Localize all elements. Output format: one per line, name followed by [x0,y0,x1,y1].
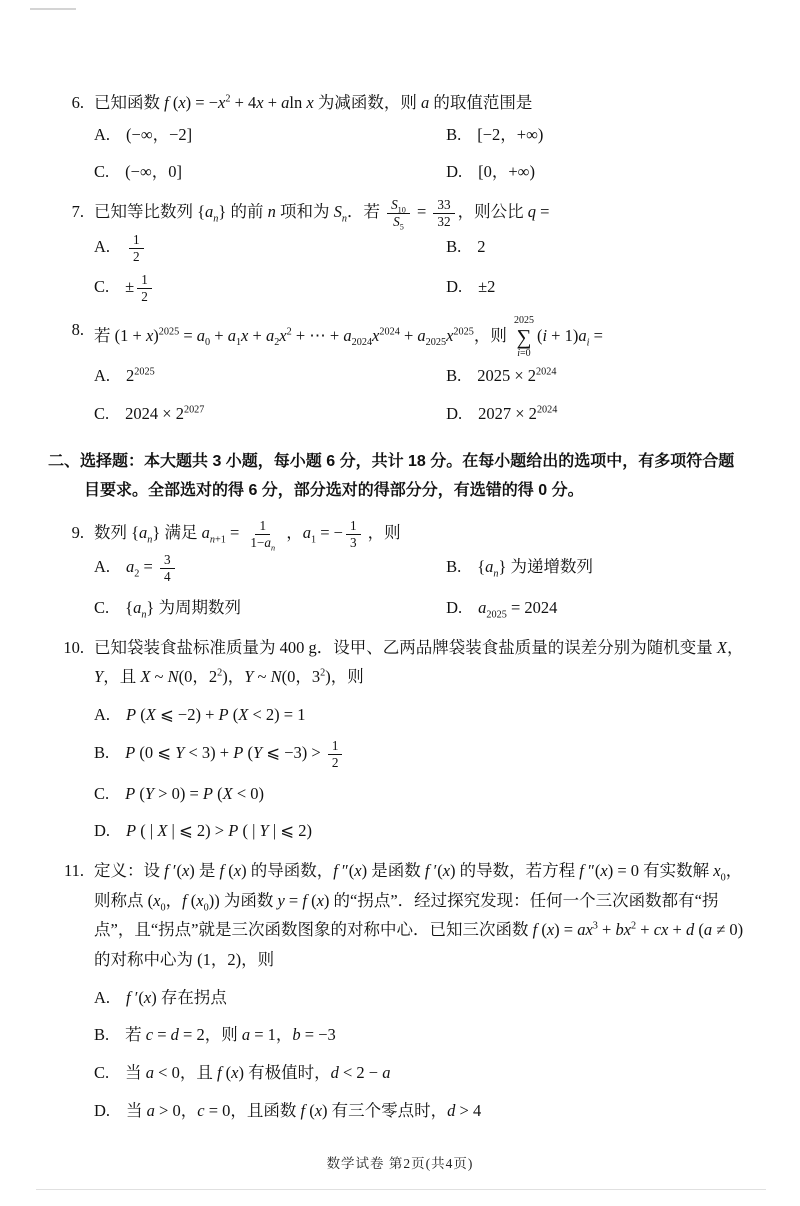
option-A [94,983,746,1013]
option-letter: A. [94,705,111,725]
question-8 [48,315,746,428]
question-number: 9. [71,522,84,542]
option-content: 当 a < 0，且 f (x) 有极值时，d < 2 − a [125,1063,391,1082]
option-letter: B. [446,236,462,256]
question-9 [48,518,746,623]
question-6-row [48,88,746,118]
option-D [94,1096,746,1126]
scan-artifact-top [30,8,76,10]
page-footer: 数学试卷 第2页(共4页) [326,1156,474,1171]
question-9-row [48,518,746,551]
question-10-options [94,700,746,846]
question-stem: 若 $(1 + x)^{2025} = a_0 + a_1x + a_2x^2$ + ⋯ + $a_{2024}x^{2024} + a_{2025}x^{2025}$，则 2025 ∑ i=0 $(i + 1)a_i$ = [94,315,603,359]
option-content: $\{a_n\}$ 为递增数列 [477,557,594,580]
option-letter: D. [446,162,463,182]
question-7-options [94,232,746,305]
option-B [446,120,746,150]
option-C [94,593,446,623]
question-10-row [48,633,746,692]
option-content: [−2，+∞) [477,124,544,144]
option-B [94,738,746,771]
option-letter: D. [446,277,463,297]
option-content: ± $\frac{1}{2}$ [125,272,446,305]
question-7-row [48,197,746,230]
option-D [446,157,746,187]
option-content: (−∞，−2] [126,124,193,144]
option-content: P (Y > 0) = P (X < 0) [125,783,265,803]
question-7 [48,197,746,305]
option-letter: B. [446,366,462,386]
option-content: 若 c = d = 2，则 a = 1，b = −3 [125,1025,336,1045]
question-6 [48,88,746,187]
option-letter: A. [94,987,111,1007]
option-content: $a_2$ = $\frac{3}{4}$ [126,552,446,585]
question-stem: 已知等比数列 $\{a_n\}$ 的前 n 项和为 $S_n$．若 $\frac{S_{10}}{S_5}$ = $\frac{33}{32}$ ，则公比 q = [94,197,550,232]
option-content: $a_{2025} = 2024$ [478,598,558,621]
question-6-options [94,120,746,187]
option-D [94,816,746,846]
question-11-row [48,856,746,975]
option-content: 2 [477,236,486,256]
option-A [94,232,446,265]
option-B [446,232,746,265]
question-9-options [94,552,746,622]
question-11 [48,856,746,1126]
question-8-options [94,361,746,428]
option-letter: B. [446,557,462,577]
option-letter: B. [446,124,462,144]
question-number: 11. [63,860,84,880]
option-C [94,157,446,187]
question-8-row [48,315,746,359]
option-letter: C. [94,162,110,182]
option-letter: A. [94,236,111,256]
option-C [94,1058,746,1088]
option-letter: C. [94,277,110,297]
option-content: 当 a > 0，c = 0，且函数 f (x) 有三个零点时，d > 4 [126,1100,482,1120]
option-content: [0，+∞) [478,162,535,182]
option-A [94,120,446,150]
option-B [94,1020,746,1050]
option-letter: C. [94,403,110,423]
question-number: 8. [71,320,84,340]
scan-artifact-bottom [36,1189,766,1190]
option-content: (−∞，0] [125,162,182,182]
option-C [94,272,446,305]
question-10 [48,633,746,846]
option-letter: A. [94,557,111,577]
option-content: $2027 \times 2^{2024}$ [478,403,558,423]
option-letter: A. [94,366,111,386]
question-stem: 定义：设 f ′(x) 是 f (x) 的导函数，f ″(x) 是函数 f ′(x) 的导数，若方程 f ″(x) = 0 有实数解 $x_0$，则称点 ($x_0$，f $(x_0)$) 为函数 y = f (x) 的“拐点”．经过探究发现：任何一个三次函数都有“拐点”，且“拐点”就是三次函数图象的对称中心．已知三次函数 f $(x) = ax^3 + bx^2$ + cx + d (a ≠ 0) 的对称中心为 (1，2)，则 [94,860,744,969]
option-C [94,399,446,429]
option-letter: D. [446,403,463,423]
option-content: f ′(x) 存在拐点 [126,987,227,1007]
option-content: $2025 \times 2^{2024}$ [477,366,557,386]
option-letter: C. [94,598,110,618]
option-letter: C. [94,1063,110,1082]
option-letter: A. [94,124,111,144]
option-letter: C. [94,783,110,803]
option-letter: B. [94,1025,110,1045]
option-D [446,272,746,305]
option-letter: D. [94,821,111,841]
option-content: $2024 \times 2^{2027}$ [125,403,205,423]
question-11-options [94,983,746,1126]
option-letter: B. [94,742,110,762]
option-A [94,361,446,391]
option-content: $\frac{1}{2}$ [126,232,446,265]
option-content: $\{a_n\}$ 为周期数列 [125,598,241,621]
option-content: P ( | X | ⩽ 2) > P ( | Y | ⩽ 2) [126,821,312,841]
option-content: P (X ⩽ −2) + P (X < 2) = 1 [126,705,306,725]
option-content: ±2 [478,277,496,297]
option-letter: D. [446,598,463,618]
option-B [446,361,746,391]
question-stem: 已知函数 f $(x) = -x^2 + 4x + aln$ x 为减函数，则 a 的取值范围是 [94,93,533,112]
section-2-heading: 二、选择题：本大题共 3 小题，每小题 6 分，共计 18 分。在每小题给出的选项中，有多项符合题目要求。全部选对的得 6 分，部分选对的得部分分，有选错的得 0 分。 [48,452,735,500]
question-number: 7. [71,202,84,222]
question-number: 6. [71,93,84,112]
option-D [446,593,746,623]
question-stem: 已知袋装食盐标准质量为 400 g．设甲、乙两品牌袋装食盐质量的误差分别为随机变量 X，Y，且 X ~ N(0，$2^2$)，Y ~ N(0，$3^2$)，则 [94,637,744,687]
option-content: P (0 ⩽ Y < 3) + P (Y ⩽ −3) > $\frac{1}{2}$ [125,738,746,771]
option-A [94,552,446,585]
option-letter: D. [94,1100,111,1120]
option-D [446,399,746,429]
question-number: 10. [63,637,84,657]
option-content: $2^{2025}$ [126,366,155,386]
option-A [94,700,746,730]
question-stem: 数列 $\{a_n\}$ 满足 $a_{n+1}$ = $\frac{1}{1-a_n}$ ，$a_1$ = − $\frac{1}{3}$ ，则 [94,517,401,553]
option-B [446,552,746,585]
option-C [94,779,746,809]
